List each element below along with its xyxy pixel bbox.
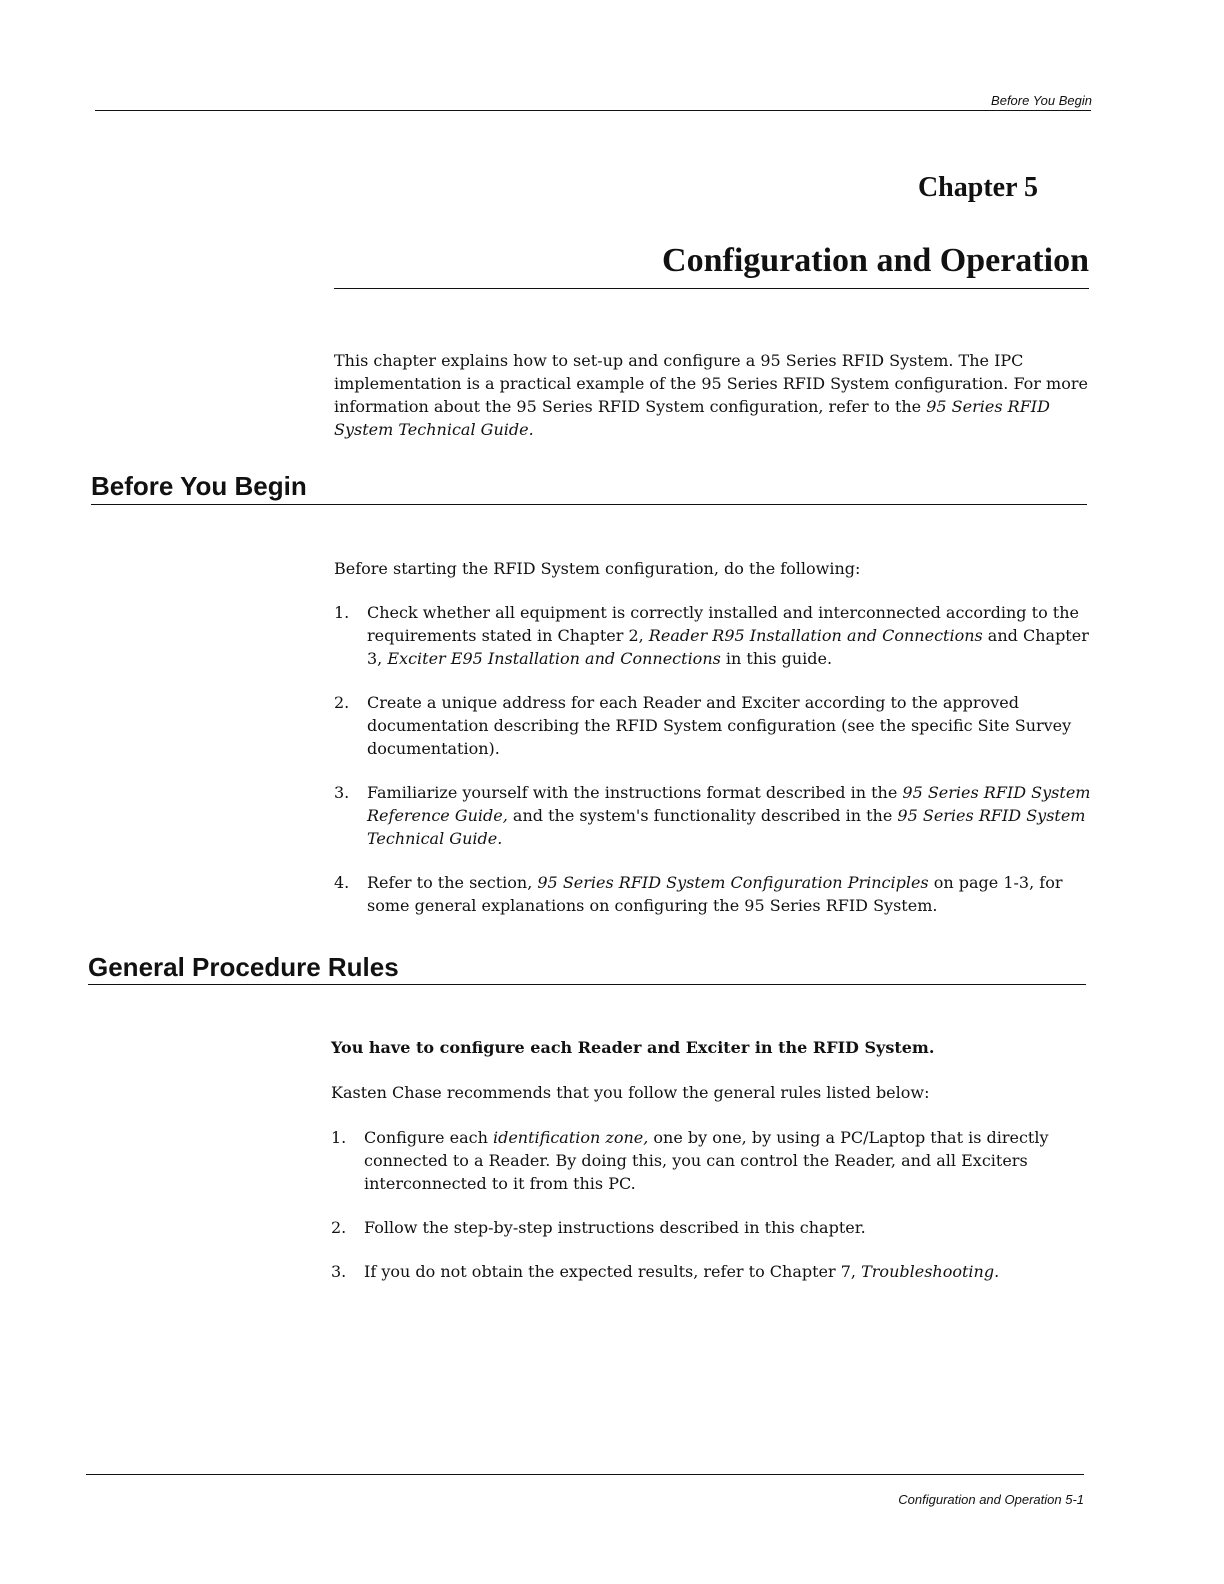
section-heading-general-procedure-rules: General Procedure Rules <box>88 952 399 982</box>
running-header: Before You Begin <box>991 93 1092 108</box>
list-item: 3. If you do not obtain the expected results, refer to Chapter 7, Troubleshooting. <box>331 1262 1000 1281</box>
list-item: 1. Check whether all equipment is correctly installed and interconnected according to the requirements stated in Chapter 2, Reader R95 Installation and Connections and Chapter 3, Exciter E95 Installation and Connections in this guide. <box>334 603 1089 668</box>
footer-text: Configuration and Operation 5-1 <box>898 1492 1084 1507</box>
list-item: 2. Follow the step-by-step instructions described in this chapter. <box>331 1218 866 1237</box>
list-item: 1. Configure each identification zone, one by one, by using a PC/Laptop that is directly connected to a Reader. By doing this, you can control the Reader, and all Exciters interconnected to it from this PC. <box>331 1128 1049 1193</box>
intro-text: This chapter explains how to set-up and configure a 95 Series RFID System. The IPC implementation is a practical example of the 95 Series RFID System configuration. For more information about the 95 Series RFID System configuration, refer to the <box>334 351 1088 416</box>
list-item: 3. Familiarize yourself with the instructions format described in the 95 Series RFID System Reference Guide, and the system's functionality described in the 95 Series RFID System Technical Guide. <box>334 783 1091 848</box>
intro-reference: 95 Series RFID System Technical Guide. <box>334 397 1050 439</box>
chapter-title: Configuration and Operation <box>662 242 1089 279</box>
chapter-label: Chapter 5 <box>917 172 1038 203</box>
section-rule-general-procedure-rules <box>88 984 1086 985</box>
before-you-begin-lead: Before starting the RFID System configuration, do the following: <box>334 559 861 578</box>
general-rules-list <box>331 1126 1091 1283</box>
section-rule-before-you-begin <box>91 504 1087 505</box>
list-item: 2. Create a unique address for each Reader and Exciter according to the approved documentation describing the RFID System configuration (see the specific Site Survey documentation). <box>334 693 1072 758</box>
section-heading-before-you-begin: Before You Begin <box>91 471 307 501</box>
footer-rule <box>86 1474 1084 1475</box>
before-you-begin-list <box>334 601 1094 917</box>
general-rules-lead: Kasten Chase recommends that you follow the general rules listed below: <box>331 1083 930 1102</box>
list-item: 4. Refer to the section, 95 Series RFID System Configuration Principles on page 1-3, for some general explanations on configuring the 95 Series RFID System. <box>334 873 1063 915</box>
chapter-title-rule <box>334 288 1089 289</box>
intro-paragraph <box>334 349 1094 441</box>
header-rule <box>95 110 1091 111</box>
general-rules-bold-lead: You have to configure each Reader and Exciter in the RFID System. <box>331 1038 935 1057</box>
